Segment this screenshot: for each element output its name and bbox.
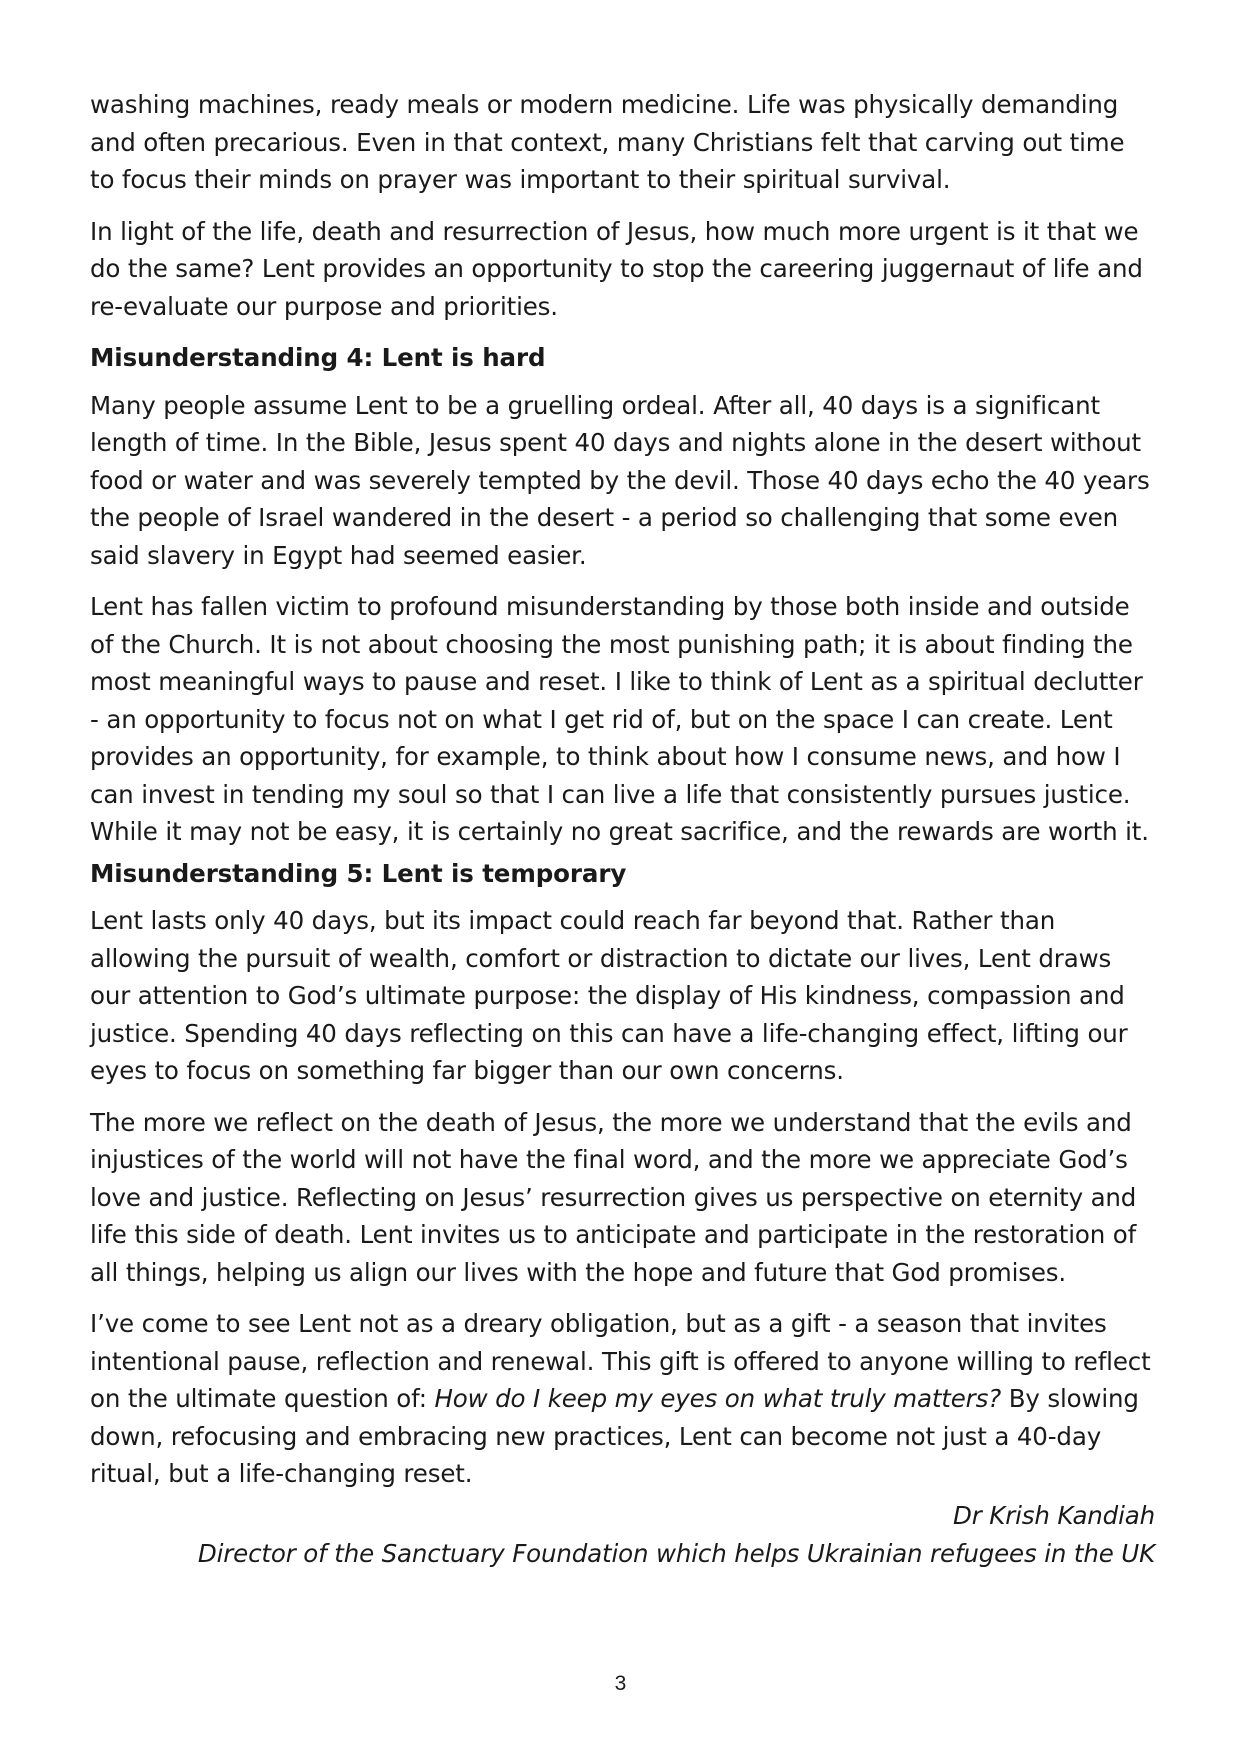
paragraph-7-question: How do I keep my eyes on what truly matters? — [434, 1384, 1002, 1413]
paragraph-5: Lent lasts only 40 days, but its impact could reach far beyond that. Rather than allowing the pursuit of wealth, comfort or distraction to dictate our lives, Lent draws our attention to God’s ultimate purpose: the display of His kindness, compassion and justice. Spending 40 days reflecting on this can have a life-changing effect, lifting our eyes to focus on something far bigger than our own concerns. — [90, 906, 1128, 1085]
paragraph-7-end: By slowing down, refocusing and embracing new practices, Lent can become not just a 40-day ritual, but a life-changing reset. — [90, 1384, 1139, 1488]
paragraph-7-start: I’ve come to see Lent not as a dreary obligation, but as a gift - a season that invites intentional pause, reflection and renewal. This gift is offered to anyone willing to reflect on the ultimate question of: — [90, 1309, 1151, 1413]
paragraph-6: The more we reflect on the death of Jesus, the more we understand that the evils and injustices of the world will not have the final word, and the more we appreciate God’s love and justice. Reflecting on Jesus’ resurrection gives us perspective on eternity and life this side of death. Lent invites us to anticipate and participate in the restoration of all things, helping us align our lives with the hope and future that God promises. — [90, 1107, 1137, 1287]
page-number: 3 — [614, 1672, 627, 1695]
signature-name: Dr Krish Kandiah — [953, 1500, 1155, 1530]
paragraph-3: Many people assume Lent to be a gruelling ordeal. After all, 40 days is a significant length of time. In the Bible, Jesus spent 40 days and nights alone in the desert without food or water and was severely tempted by the devil. Those 40 days echo the 40 years the people of Israel wandered in the desert - a period so challenging that some even said slavery in Egypt had seemed easier. — [90, 390, 1150, 570]
paragraph-1: washing machines, ready meals or modern medicine. Life was physically demanding and often precarious. Even in that context, many Christians felt that carving out time to focus their minds on prayer was important to their spiritual survival. — [90, 90, 1125, 194]
signature-role: Director of the Sanctuary Foundation which helps Ukrainian refugees in the UK — [197, 1538, 1155, 1568]
heading-misunderstanding-5: Misunderstanding 5: Lent is temporary — [90, 858, 627, 888]
paragraph-4: Lent has fallen victim to profound misunderstanding by those both inside and outside of the Church. It is not about choosing the most punishing path; it is about finding the most meaningful ways to pause and reset. I like to think of Lent as a spiritual declutter - an opportunity to focus not on what I get rid of, but on the space I can create. Lent provides an opportunity, for example, to think about how I consume news, and how I can invest in tending my soul so that I can live a life that consistently pursues justice. While it may not be easy, it is certainly no great sacrifice, and the rewards are worth it. — [90, 592, 1149, 846]
page-content — [90, 86, 1155, 1573]
paragraph-2: In light of the life, death and resurrection of Jesus, how much more urgent is it that we do the same? Lent provides an opportunity to stop the careering juggernaut of life and re-evaluate our purpose and priorities. — [90, 216, 1143, 321]
paragraph-7 — [90, 1305, 1155, 1493]
heading-misunderstanding-4: Misunderstanding 4: Lent is hard — [90, 343, 546, 372]
